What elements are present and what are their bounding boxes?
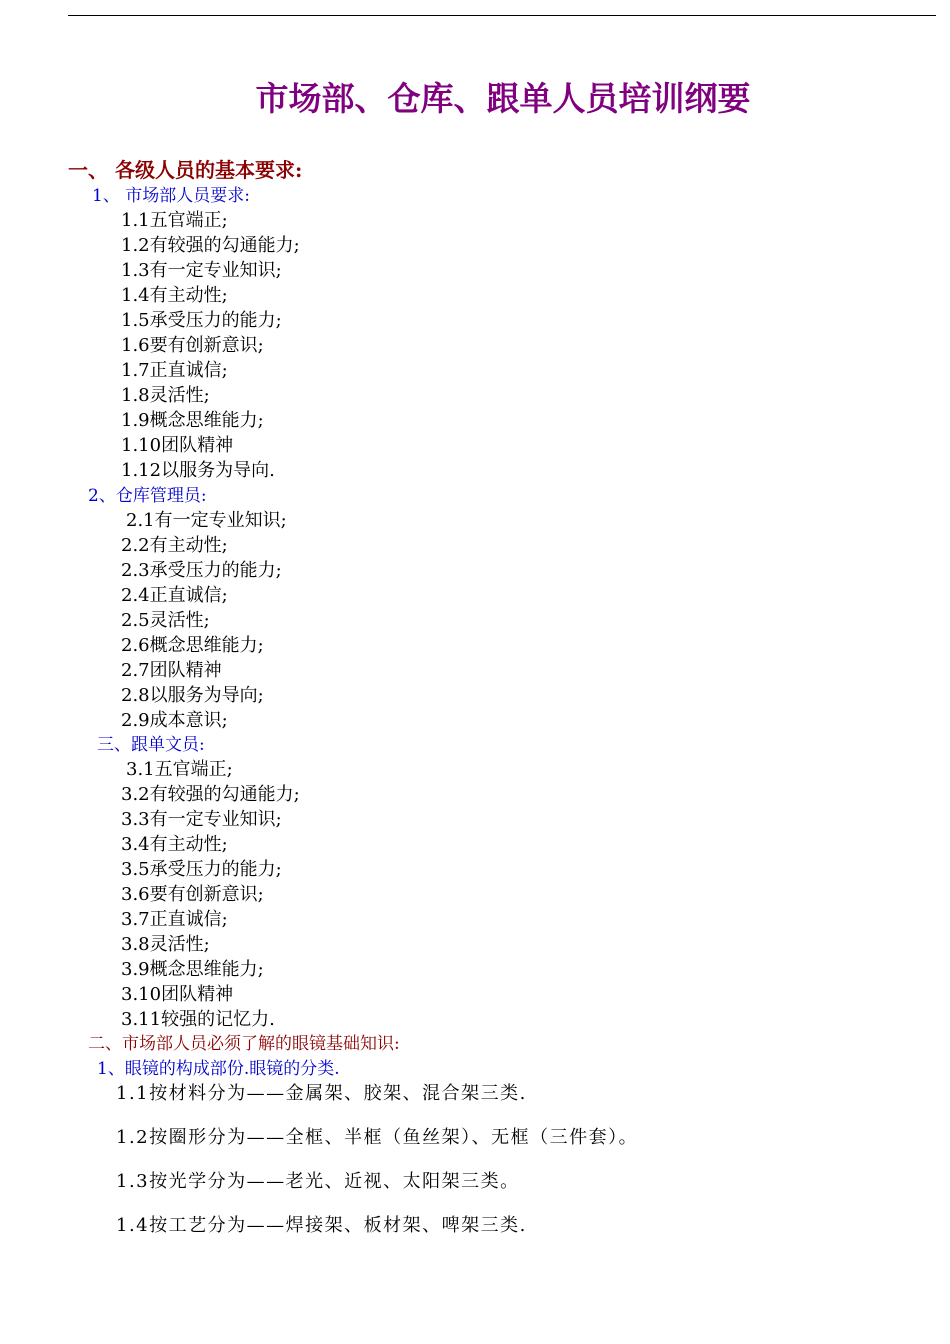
list-item: 2.3承受压力的能力; xyxy=(121,560,282,581)
list-item: 2.8以服务为导向; xyxy=(121,685,264,706)
list-item: 1.2按圈形分为——全框、半框（鱼丝架）、无框（三件套）。 xyxy=(116,1127,639,1148)
list-item: 1.8灵活性; xyxy=(121,385,210,406)
list-item: 2.1有一定专业知识; xyxy=(126,510,287,531)
list-item: 1.4有主动性; xyxy=(121,285,228,306)
subsection-heading-warehouse: 2、仓库管理员: xyxy=(88,486,207,506)
top-rule xyxy=(68,15,936,16)
list-item: 1.4按工艺分为——焊接架、板材架、啤架三类. xyxy=(116,1215,527,1236)
section-heading-1: 一、 各级人员的基本要求: xyxy=(68,158,303,182)
list-item: 1.9概念思维能力; xyxy=(121,410,264,431)
list-item: 3.10团队精神 xyxy=(121,984,234,1005)
list-item: 2.5灵活性; xyxy=(121,610,210,631)
list-item: 3.9概念思维能力; xyxy=(121,959,264,980)
list-item: 2.4正直诚信; xyxy=(121,585,228,606)
subsection-heading-clerk: 三、跟单文员: xyxy=(97,735,205,755)
list-item: 2.6概念思维能力; xyxy=(121,635,264,656)
list-item: 3.1五官端正; xyxy=(126,759,233,780)
list-item: 1.1五官端正; xyxy=(121,210,228,231)
list-item: 2.9成本意识; xyxy=(121,710,228,731)
list-item: 2.7团队精神 xyxy=(121,660,222,681)
list-item: 2.2有主动性; xyxy=(121,535,228,556)
section-heading-2: 二、市场部人员必须了解的眼镜基础知识: xyxy=(88,1034,400,1054)
list-item: 3.7正直诚信; xyxy=(121,909,228,930)
list-item: 3.8灵活性; xyxy=(121,934,210,955)
subsection-heading-market: 1、 市场部人员要求: xyxy=(92,186,250,206)
list-item: 1.7正直诚信; xyxy=(121,360,228,381)
subsection-heading-glasses: 1、眼镜的构成部份.眼镜的分类. xyxy=(97,1059,340,1079)
list-item: 1.2有较强的勾通能力; xyxy=(121,235,300,256)
list-item: 3.3有一定专业知识; xyxy=(121,809,282,830)
list-item: 3.11较强的记忆力. xyxy=(121,1009,275,1030)
list-item: 1.5承受压力的能力; xyxy=(121,310,282,331)
list-item: 3.4有主动性; xyxy=(121,834,228,855)
list-item: 1.3有一定专业知识; xyxy=(121,260,282,281)
list-item: 1.1按材料分为——金属架、胶架、混合架三类. xyxy=(116,1083,527,1104)
list-item: 1.6要有创新意识; xyxy=(121,335,264,356)
list-item: 1.3按光学分为——老光、近视、太阳架三类。 xyxy=(116,1171,520,1192)
list-item: 1.10团队精神 xyxy=(121,435,234,456)
list-item: 1.12以服务为导向. xyxy=(121,460,275,481)
list-item: 3.2有较强的勾通能力; xyxy=(121,784,300,805)
document-title: 市场部、仓库、跟单人员培训纲要 xyxy=(255,79,751,118)
list-item: 3.5承受压力的能力; xyxy=(121,859,282,880)
list-item: 3.6要有创新意识; xyxy=(121,884,264,905)
